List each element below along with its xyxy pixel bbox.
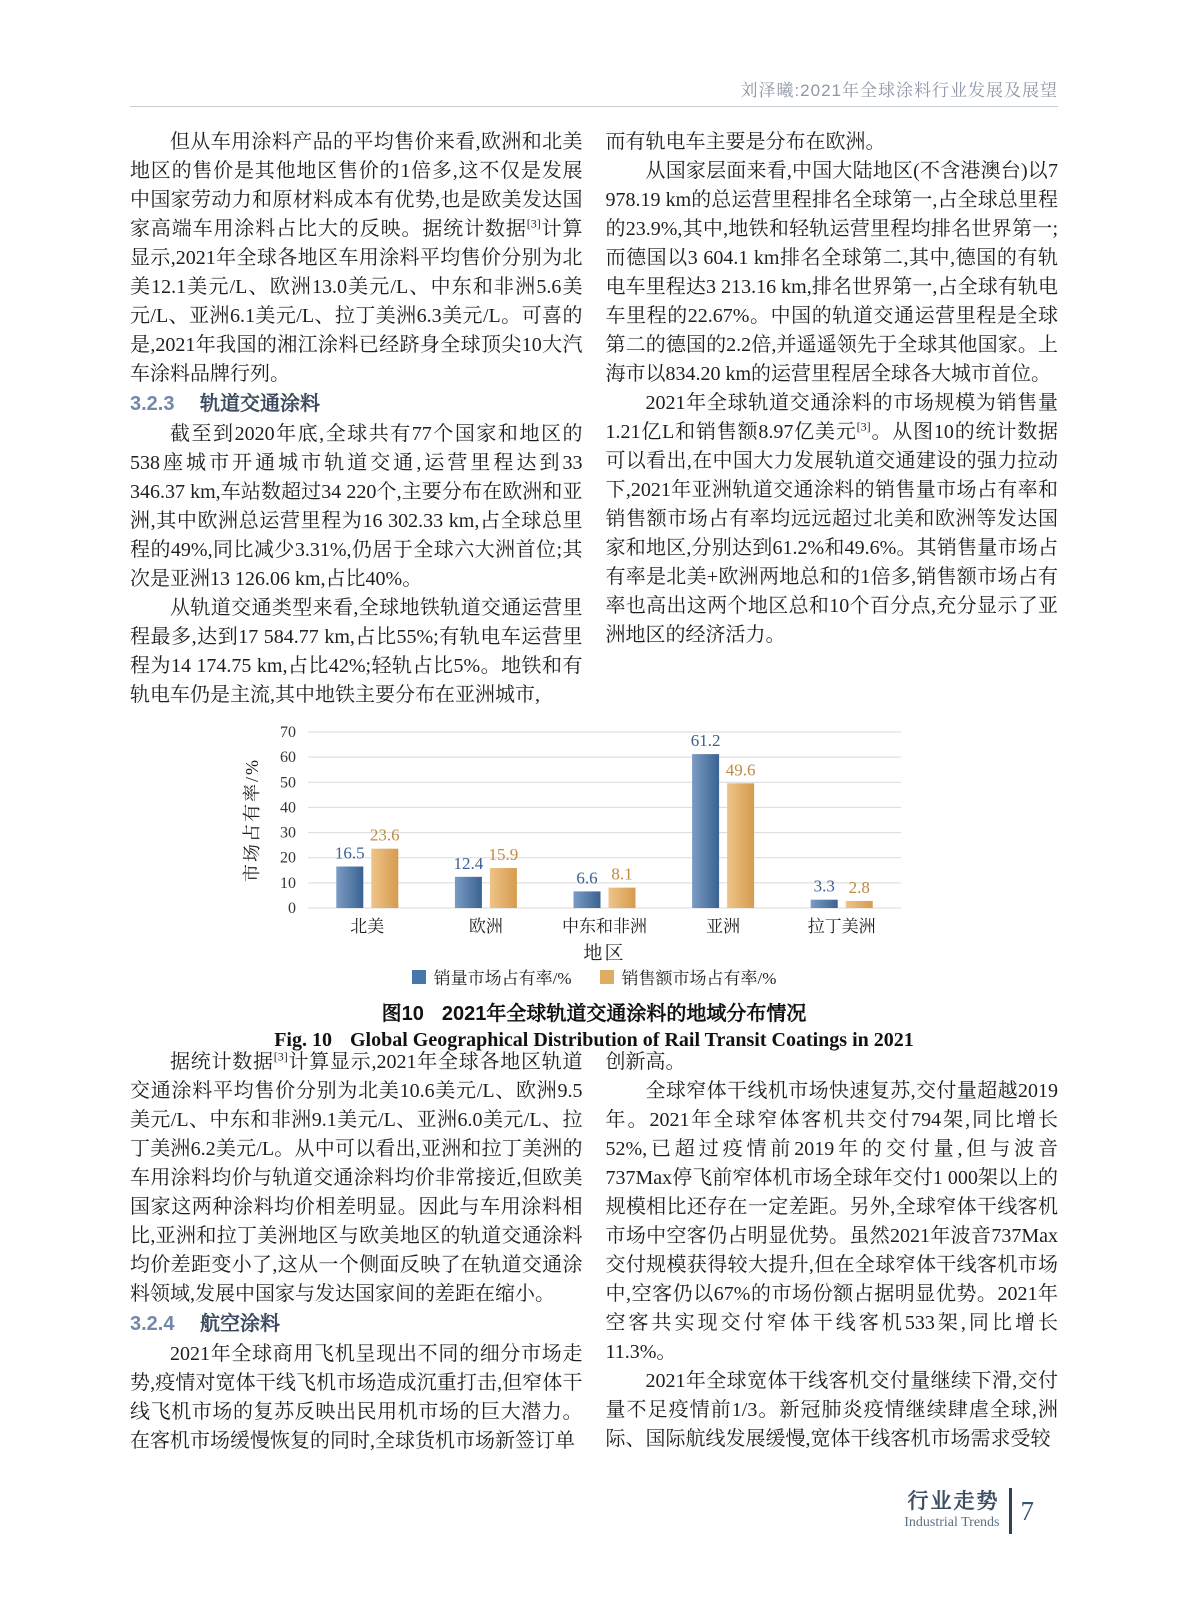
y-tick-label: 0 <box>288 900 296 917</box>
bar-北美-1 <box>371 849 398 908</box>
top-left-column <box>130 128 583 710</box>
bar-亚洲-0 <box>692 754 719 908</box>
running-title: 刘泽曦:2021年全球涂料行业发展及展望 <box>740 81 1058 100</box>
bar-value-label: 8.1 <box>611 864 633 884</box>
superscript-citation: [3] <box>526 216 541 231</box>
text-run: 计算显示,2021年全球各地区车用涂料平均售价分别为北美12.1美元/L、欧洲13.0美元/L、中东和非洲5.6美元/L、亚洲6.1美元/L、拉丁美洲6.3美元/L。可喜的是,2021年我国的湘江涂料已经跻身全球顶尖10大汽车涂料品牌行列。 <box>130 218 583 385</box>
legend-item-sales-value <box>600 964 777 989</box>
superscript-citation: [3] <box>856 419 871 434</box>
legend-item-sales-volume <box>412 964 572 989</box>
text-run: 2021年全球商用飞机呈现出不同的细分市场走势,疫情对宽体干线飞机市场造成沉重打击,但窄体干线飞机市场的复苏反映出民用机市场的巨大潜力。在客机市场缓慢恢复的同时,全球货机市场新签订单 <box>130 1343 583 1452</box>
page-content <box>130 0 1058 1600</box>
legend-swatch-orange <box>600 970 614 984</box>
top-right-column <box>606 128 1059 710</box>
x-axis-title: 地区 <box>583 943 626 964</box>
bar-拉丁美洲-0 <box>811 900 838 908</box>
text-run: 而有轨电车主要是分布在欧洲。 <box>605 131 886 153</box>
figure-caption-cn-text: 2021年全球轨道交通涂料的地域分布情况 <box>441 1003 807 1025</box>
figure-caption-en-label: Fig. 10 <box>274 1029 332 1051</box>
bar-value-label: 61.2 <box>690 731 721 751</box>
bar-拉丁美洲-1 <box>846 901 873 908</box>
text-run: 从国家层面来看,中国大陆地区(不含港澳台)以7 978.19 km的总运营里程排名全球第一,占全球总里程的23.9%,其中,地铁和轻轨运营里程均排名世界第一;而德国以3 604.1 km排名全球第二,其中,德国的有轨电车里程达3 213.16 km,排名世界第一,占全球有轨电车里程的22.67%。中国的轨道交通运营里程是全球第二的德国的2.2倍,并遥遥领先于全球其他国家。上海市以834.20 km的运营里程居全球各大城市首位。 <box>605 160 1058 385</box>
y-tick-label: 50 <box>280 774 296 792</box>
text-run: 全球窄体干线机市场快速复苏,交付量超越2019年。2021年全球窄体客机共交付794架,同比增长52%,已超过疫情前2019年的交付量,但与波音737Max停飞前窄体机市场全球年交付1 000架以上的规模相比还存在一定差距。另外,全球窄体干线客机市场中空客仍占明显优势。虽然2021年波音737Max交付规模获得较大提升,但在全球窄体干线客机市场中,空客仍以67%的市场份额占据明显优势。2021年空客共实现交付窄体干线客机533架,同比增长11.3%。 <box>605 1080 1058 1363</box>
x-category-label: 北美 <box>350 917 385 936</box>
bar-value-label: 3.3 <box>813 876 835 896</box>
body-paragraph <box>606 1367 1059 1454</box>
y-tick-label: 30 <box>280 824 296 842</box>
figure-caption-cn <box>130 997 1058 1026</box>
section-heading-3-2-3 <box>130 389 583 420</box>
body-paragraph <box>606 128 1059 157</box>
y-tick-label: 20 <box>280 849 296 867</box>
section-number: 3.2.4 <box>130 1313 175 1335</box>
body-paragraph <box>130 1048 583 1309</box>
text-run: 2021年全球轨道交通涂料的市场规模为销售量1.21亿L和销售额8.97亿美元 <box>605 392 1058 443</box>
body-paragraph <box>130 128 583 389</box>
bar-北美-0 <box>336 867 363 908</box>
top-columns <box>130 128 1058 710</box>
text-run: 从轨道交通类型来看,全球地铁轨道交通运营里程最多,达到17 584.77 km,占比55%;有轨电车运营里程为14 174.75 km,占比42%;轻轨占比5%。地铁和有轨电车仍是主流,其中地铁主要分布在亚洲城市, <box>130 597 583 706</box>
body-paragraph <box>130 1340 583 1456</box>
y-tick-label: 70 <box>280 724 296 741</box>
bar-value-label: 49.6 <box>725 760 756 780</box>
figure-10-block <box>130 712 1058 1052</box>
body-paragraph <box>606 1048 1059 1077</box>
x-category-label: 欧洲 <box>468 917 503 936</box>
text-run: 。从图10的统计数据可以看出,在中国大力发展轨道交通建设的强力拉动下,2021年亚洲轨道交通涂料的销售量市场占有率和销售额市场占有率均远远超过北美和欧洲等发达国家和地区,分别达到61.2%和49.6%。其销售量市场占有率是北美+欧洲两地总和的1倍多,销售额市场占有率也高出这两个地区总和10个百分点,充分显示了亚洲地区的经济活力。 <box>605 421 1058 646</box>
bar-value-label: 12.4 <box>453 853 484 873</box>
section-title: 轨道交通涂料 <box>200 393 321 415</box>
body-paragraph <box>130 420 583 594</box>
y-axis-title: 市场占有率/% <box>242 758 262 882</box>
footer-divider <box>1009 1488 1012 1534</box>
text-run: 2021年全球宽体干线客机交付量继续下滑,交付量不足疫情前1/3。新冠肺炎疫情继续肆虐全球,洲际、国际航线发展缓慢,宽体干线客机市场需求受较 <box>605 1370 1058 1450</box>
bottom-columns <box>130 1048 1058 1456</box>
body-paragraph <box>606 157 1059 389</box>
bar-value-label: 6.6 <box>576 868 598 888</box>
footer-section-en: Industrial Trends <box>904 1515 1000 1530</box>
bar-value-label: 16.5 <box>334 843 365 863</box>
text-run: 创新高。 <box>605 1051 686 1073</box>
text-run: 但从车用涂料产品的平均售价来看,欧洲和北美地区的售价是其他地区售价的1倍多,这不仅是发展中国家劳动力和原材料成本有优势,也是欧美发达国家高端车用涂料占比大的反映。据统计数据 <box>130 131 583 240</box>
page-number: 7 <box>1020 1495 1034 1526</box>
body-paragraph <box>130 594 583 710</box>
x-category-label: 拉丁美洲 <box>807 917 876 936</box>
bar-chart <box>130 712 1058 964</box>
bottom-right-column <box>606 1048 1059 1456</box>
x-category-label: 中东和非洲 <box>562 917 647 936</box>
text-run: 计算显示,2021年全球各地区轨道交通涂料平均售价分别为北美10.6美元/L、欧洲9.5美元/L、中东和非洲9.1美元/L、亚洲6.0美元/L、拉丁美洲6.2美元/L。从中可以看出,亚洲和拉丁美洲的车用涂料均价与轨道交通涂料均价非常接近,但欧美国家这两种涂料均价相差明显。因此与车用涂料相比,亚洲和拉丁美洲地区与欧美地区的轨道交通涂料均价差距变小了,这从一个侧面反映了在轨道交通涂料领域,发展中国家与发达国家间的差距在缩小。 <box>130 1051 583 1305</box>
x-category-label: 亚洲 <box>706 917 741 936</box>
y-tick-label: 40 <box>280 799 296 817</box>
section-heading-3-2-4 <box>130 1309 583 1340</box>
chart-legend <box>130 964 1058 989</box>
legend-label: 销售额市场占有率/% <box>621 969 777 988</box>
text-run: 截至到2020年底,全球共有77个国家和地区的538座城市开通城市轨道交通,运营里程达到33 346.37 km,车站数超过34 220个,主要分布在欧洲和亚洲,其中欧洲总运营里程为16 302.33 km,占全球总里程的49%,同比减少3.31%,仍居于全球六大洲首位;其次是亚洲13 126.06 km,占比40%。 <box>130 423 583 590</box>
figure-caption-en-text: Global Geographical Distribution of Rail Transit Coatings in 2021 <box>350 1029 914 1051</box>
y-tick-label: 60 <box>280 749 296 767</box>
figure-caption-cn-label: 图10 <box>381 1003 424 1025</box>
page-footer <box>904 1488 1034 1534</box>
section-title: 航空涂料 <box>200 1313 281 1335</box>
bar-欧洲-0 <box>455 877 482 908</box>
bar-value-label: 23.6 <box>369 825 400 845</box>
bar-value-label: 2.8 <box>848 877 870 897</box>
footer-section <box>904 1490 999 1532</box>
body-paragraph <box>606 1077 1059 1367</box>
body-paragraph <box>606 389 1059 650</box>
text-run: 据统计数据 <box>170 1051 274 1073</box>
bar-中东和非洲-0 <box>574 891 601 908</box>
bar-中东和非洲-1 <box>609 888 636 908</box>
footer-section-cn: 行业走势 <box>907 1490 1000 1513</box>
superscript-citation: [3] <box>273 1049 288 1064</box>
bar-value-label: 15.9 <box>488 845 519 865</box>
section-number: 3.2.3 <box>130 393 175 415</box>
bar-欧洲-1 <box>490 868 517 908</box>
header-rule <box>130 106 1058 107</box>
y-tick-label: 10 <box>280 874 296 892</box>
bottom-left-column <box>130 1048 583 1456</box>
legend-swatch-blue <box>412 970 426 984</box>
bar-亚洲-1 <box>727 783 754 908</box>
legend-label: 销量市场占有率/% <box>433 969 572 988</box>
